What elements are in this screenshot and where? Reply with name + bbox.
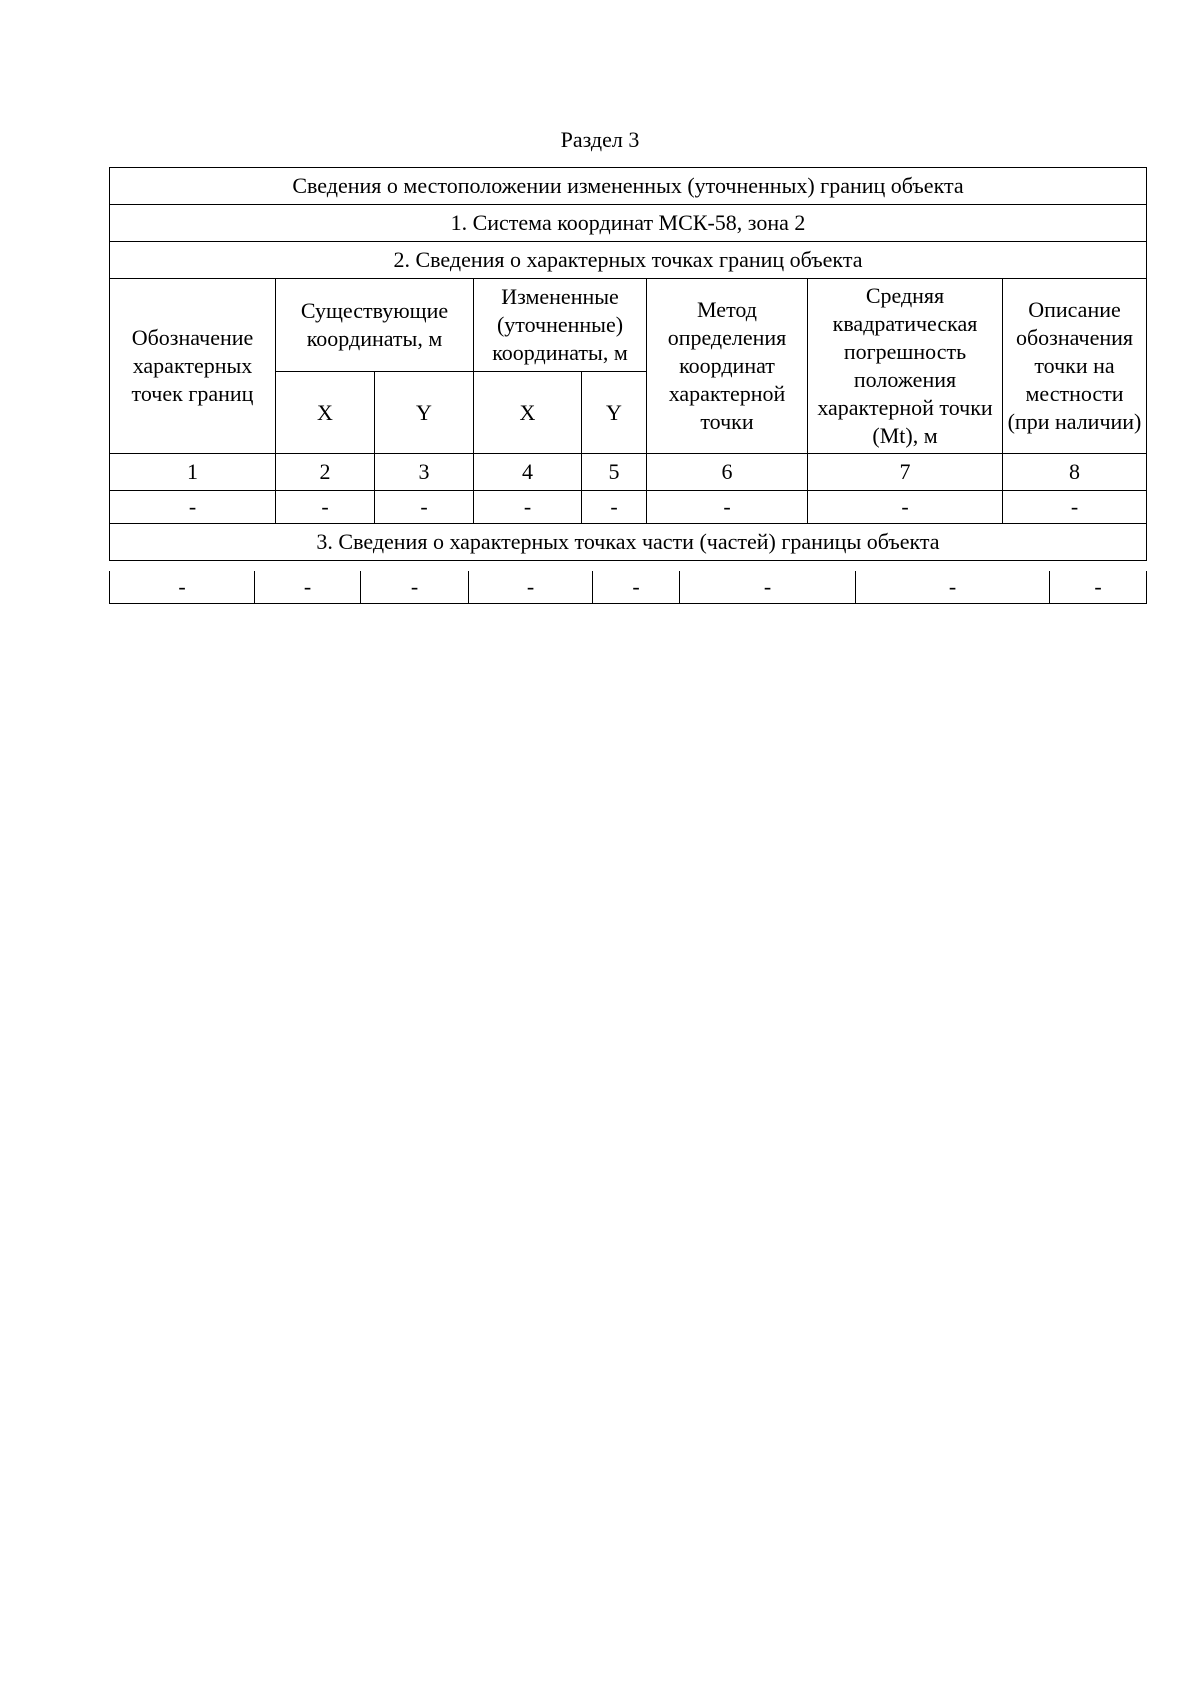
table-cell: - (680, 571, 856, 604)
section3-title-row (110, 524, 1147, 561)
header-point-designation: Обозначение характерных точек границ (110, 279, 276, 454)
table-cell: - (469, 571, 593, 604)
column-number: 3 (375, 454, 474, 491)
column-number: 4 (474, 454, 582, 491)
table-cell: - (255, 571, 361, 604)
header-existing-coords: Существующие координаты, м (276, 279, 474, 372)
table-cell: - (110, 571, 255, 604)
header-changed-y: Y (582, 372, 647, 454)
boundary-table (109, 167, 1147, 561)
column-number: 2 (276, 454, 375, 491)
table-cell: - (647, 491, 808, 524)
table-cell: - (582, 491, 647, 524)
page-heading: Раздел 3 (560, 127, 640, 152)
table-cell: - (593, 571, 680, 604)
table-row (110, 491, 1147, 524)
section3-title: 3. Сведения о характерных точках части (частей) границы объекта (110, 524, 1147, 561)
column-number: 5 (582, 454, 647, 491)
coordinate-system: 1. Система координат МСК-58, зона 2 (110, 205, 1147, 242)
column-number: 7 (808, 454, 1003, 491)
column-number-row (110, 454, 1147, 491)
header-existing-y: Y (375, 372, 474, 454)
header-description: Описание обозначения точки на местности (при наличии) (1003, 279, 1147, 454)
table-row (110, 571, 1147, 604)
column-number: 8 (1003, 454, 1147, 491)
section2-title: 2. Сведения о характерных точках границ объекта (110, 242, 1147, 279)
header-existing-x: X (276, 372, 375, 454)
header-changed-x: X (474, 372, 582, 454)
header-method: Метод определения координат характерной точки (647, 279, 808, 454)
header-mean-error: Средняя квадратическая погрешность положения характерной точки (Mt), м (808, 279, 1003, 454)
table-cell: - (1003, 491, 1147, 524)
table-cell: - (375, 491, 474, 524)
column-number: 1 (110, 454, 276, 491)
coordinate-system-row (110, 205, 1147, 242)
section2-title-row (110, 242, 1147, 279)
table-title: Сведения о местоположении измененных (уточненных) границ объекта (110, 168, 1147, 205)
table-cell: - (361, 571, 469, 604)
table-cell: - (856, 571, 1050, 604)
table-cell: - (276, 491, 375, 524)
table-title-row (110, 168, 1147, 205)
header-changed-coords: Измененные (уточненные) координаты, м (474, 279, 647, 372)
column-number: 6 (647, 454, 808, 491)
table-cell: - (110, 491, 276, 524)
header-row-1 (110, 279, 1147, 372)
table-cell: - (1050, 571, 1147, 604)
table-cell: - (474, 491, 582, 524)
table-cell: - (808, 491, 1003, 524)
parts-table (109, 571, 1147, 604)
